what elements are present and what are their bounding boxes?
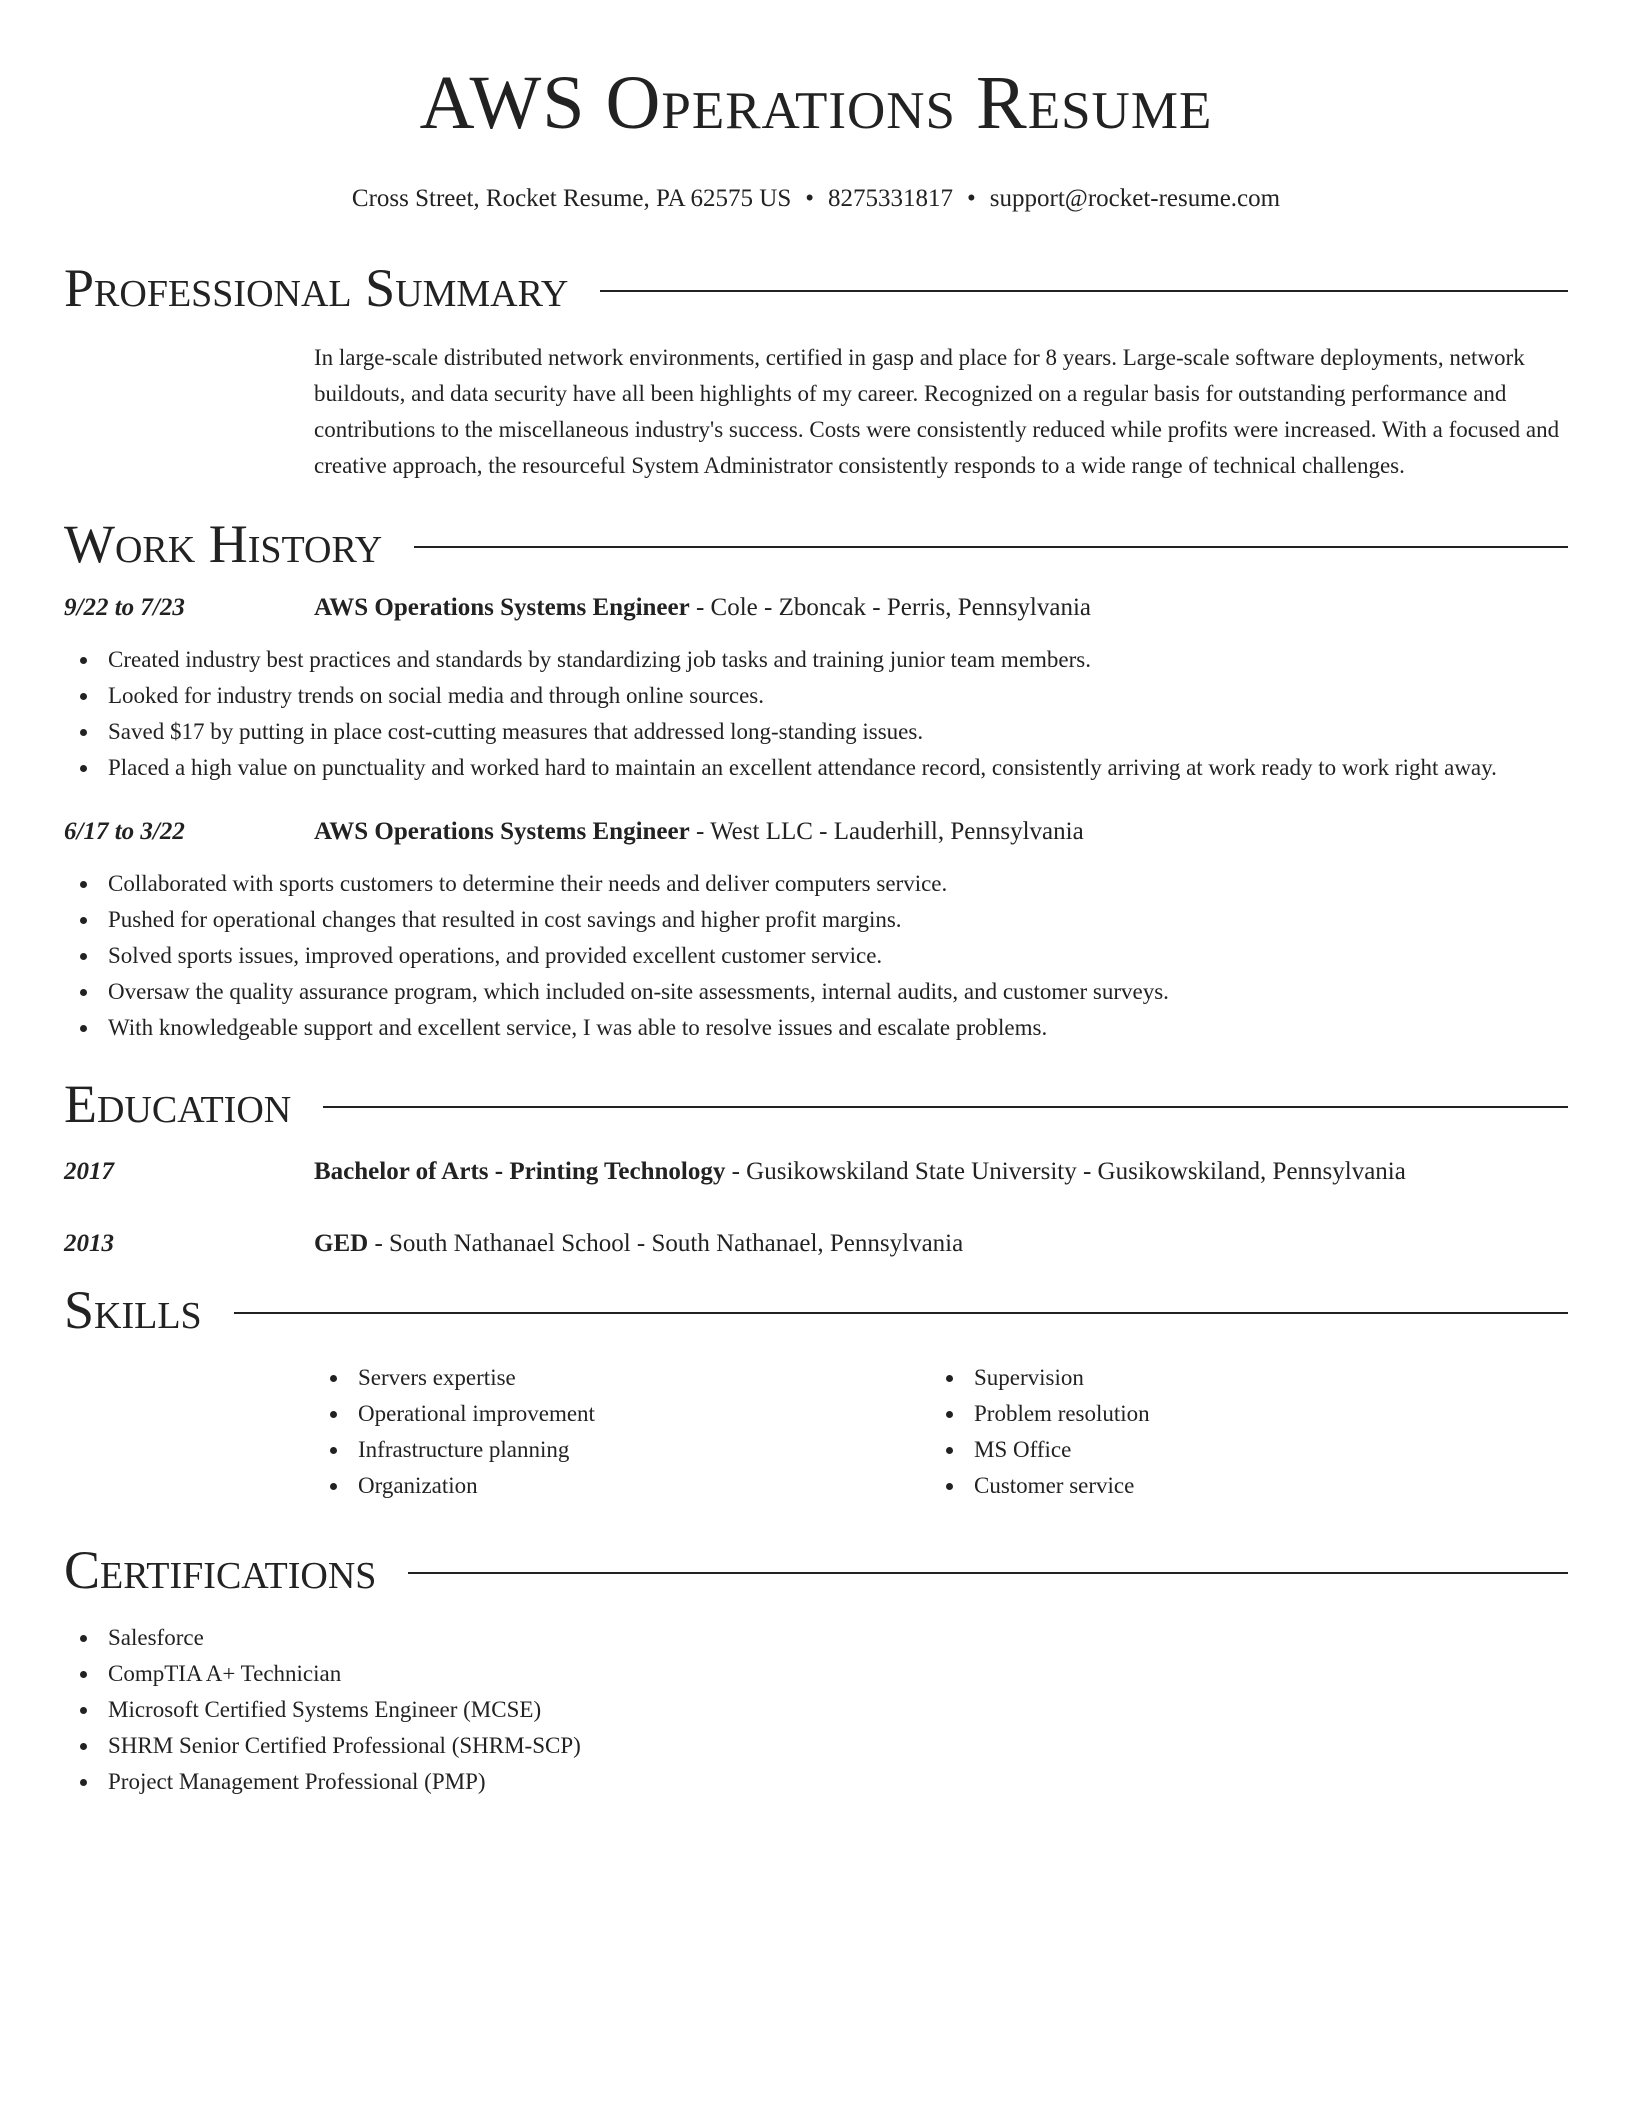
skills-section-title: Skills [64, 1280, 202, 1340]
list-item: Servers expertise [314, 1360, 930, 1396]
list-item: Problem resolution [930, 1396, 1546, 1432]
education-section-header [64, 1072, 1568, 1136]
list-item: Salesforce [64, 1620, 1568, 1656]
work-section-header [64, 512, 1568, 576]
education-section-title: Education [64, 1074, 292, 1134]
education-details: - Gusikowskiland State University - Gusikowskiland, Pennsylvania [725, 1158, 1406, 1185]
education-degree: Bachelor of Arts - Printing Technology [314, 1158, 726, 1185]
section-divider [234, 1312, 1568, 1314]
job-dates: 6/17 to 3/22 [64, 818, 185, 845]
contact-email: support@rocket-resume.com [989, 185, 1281, 212]
work-section-title: Work History [64, 514, 383, 574]
list-item: Looked for industry trends on social media and through online sources. [64, 678, 1568, 714]
summary-section-header [64, 256, 1568, 320]
section-divider [408, 1572, 1568, 1574]
list-item: Customer service [930, 1468, 1546, 1504]
education-info [314, 1228, 963, 1260]
job-info [314, 592, 1091, 624]
certifications-list [64, 1620, 1568, 1800]
section-divider [600, 290, 1568, 292]
contact-line [64, 184, 1568, 214]
education-year: 2013 [64, 1230, 114, 1257]
certifications-section-header [64, 1538, 1568, 1602]
job-header [64, 816, 1568, 848]
list-item: Placed a high value on punctuality and worked hard to maintain an excellent attendance record, consistently arriving at work ready to work right away. [64, 750, 1568, 786]
job-role: AWS Operations Systems Engineer [314, 594, 690, 621]
list-item: Oversaw the quality assurance program, which included on-site assessments, internal audits, and customer surveys. [64, 974, 1568, 1010]
job-bullets [64, 642, 1568, 786]
list-item: With knowledgeable support and excellent service, I was able to resolve issues and escalate problems. [64, 1010, 1568, 1046]
job-bullets [64, 866, 1568, 1046]
education-entry [64, 1228, 1568, 1260]
contact-separator: • [967, 185, 976, 212]
list-item: Created industry best practices and standards by standardizing job tasks and training junior team members. [64, 642, 1568, 678]
skills-columns [314, 1360, 1568, 1504]
skills-list-right [930, 1360, 1546, 1504]
education-entry [64, 1156, 1568, 1188]
skills-section-header [64, 1278, 1568, 1342]
job-entry [64, 592, 1568, 786]
summary-section-title: Professional Summary [64, 258, 569, 318]
education-degree: GED [314, 1230, 369, 1257]
summary-text: In large-scale distributed network environments, certified in gasp and place for 8 years. Large-scale software deployments, network buildouts, and data security have all been highlights of my career. Recognized on a regular basis for outstanding performance and contributions to the miscellaneous industry's success. Costs were consistently reduced while profits were increased. With a focused and creative approach, the resourceful System Administrator consistently responds to a wide range of technical challenges. [314, 345, 1560, 478]
job-header [64, 592, 1568, 624]
list-item: CompTIA A+ Technician [64, 1656, 1568, 1692]
job-entry [64, 816, 1568, 1046]
resume-title: AWS Operations Resume [419, 61, 1213, 145]
list-item: Infrastructure planning [314, 1432, 930, 1468]
education-details: - South Nathanael School - South Nathanael, Pennsylvania [368, 1230, 964, 1257]
list-item: Collaborated with sports customers to determine their needs and deliver computers service. [64, 866, 1568, 902]
education-info [314, 1156, 1406, 1188]
list-item: Organization [314, 1468, 930, 1504]
contact-phone: 8275331817 [828, 185, 954, 212]
contact-address: Cross Street, Rocket Resume, PA 62575 US [351, 185, 792, 212]
education-year: 2017 [64, 1158, 114, 1185]
job-dates: 9/22 to 7/23 [64, 594, 185, 621]
list-item: MS Office [930, 1432, 1546, 1468]
job-details: - Cole - Zboncak - Perris, Pennsylvania [689, 594, 1092, 621]
contact-separator: • [805, 185, 815, 212]
section-divider [323, 1106, 1568, 1108]
list-item: SHRM Senior Certified Professional (SHRM-SCP) [64, 1728, 1568, 1764]
list-item: Saved $17 by putting in place cost-cutting measures that addressed long-standing issues. [64, 714, 1568, 750]
certifications-section-title: Certifications [64, 1540, 377, 1600]
job-info [314, 816, 1084, 848]
job-role: AWS Operations Systems Engineer [314, 818, 690, 845]
list-item: Operational improvement [314, 1396, 930, 1432]
list-item: Pushed for operational changes that resulted in cost savings and higher profit margins. [64, 902, 1568, 938]
skills-list-left [314, 1360, 930, 1504]
list-item: Microsoft Certified Systems Engineer (MCSE) [64, 1692, 1568, 1728]
list-item: Solved sports issues, improved operations, and provided excellent customer service. [64, 938, 1568, 974]
section-divider [414, 546, 1568, 548]
list-item: Supervision [930, 1360, 1546, 1396]
list-item: Project Management Professional (PMP) [64, 1764, 1568, 1800]
job-details: - West LLC - Lauderhill, Pennsylvania [689, 818, 1084, 845]
